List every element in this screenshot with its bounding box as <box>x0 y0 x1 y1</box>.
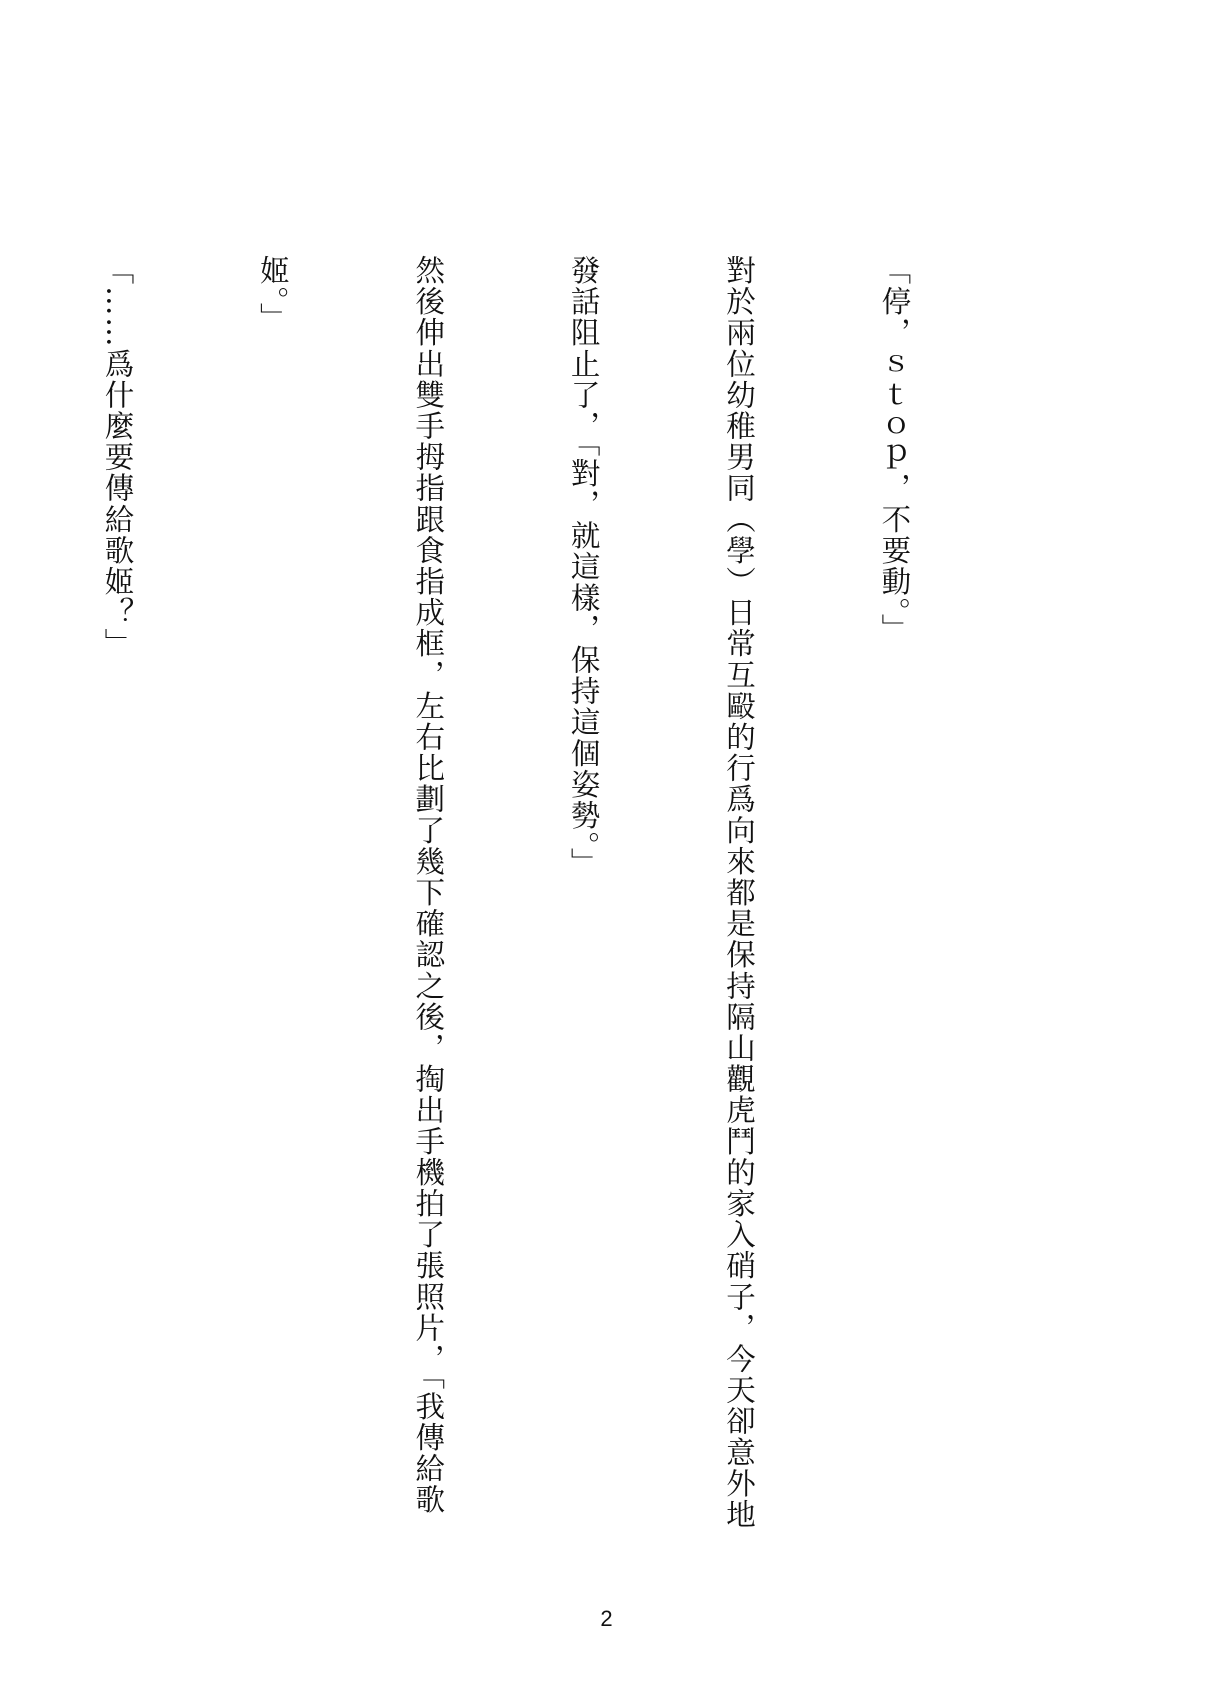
page-number: 2 <box>600 1606 613 1631</box>
text-line: 發話阻止了，「對，就這樣，保持這個姿勢。」 <box>566 255 601 879</box>
text-line: 然後伸出雙手拇指跟食指成框，左右比劃了幾下確認之後，掏出手機拍了張照片，「我傳給歌 <box>411 255 446 1516</box>
text-line: 「……爲什麼要傳給歌姬？」 <box>100 255 135 660</box>
text-line: 對於兩位幼稚男同（學）日常互毆的行爲向來都是保持隔山觀虎鬥的家入硝子，今天卻意外地 <box>722 255 757 1531</box>
vertical-text-body <box>0 255 1023 1531</box>
text-line: 「停，ｓｔｏｐ，不要動。」 <box>877 255 912 645</box>
text-line: 姬。」 <box>255 255 290 334</box>
